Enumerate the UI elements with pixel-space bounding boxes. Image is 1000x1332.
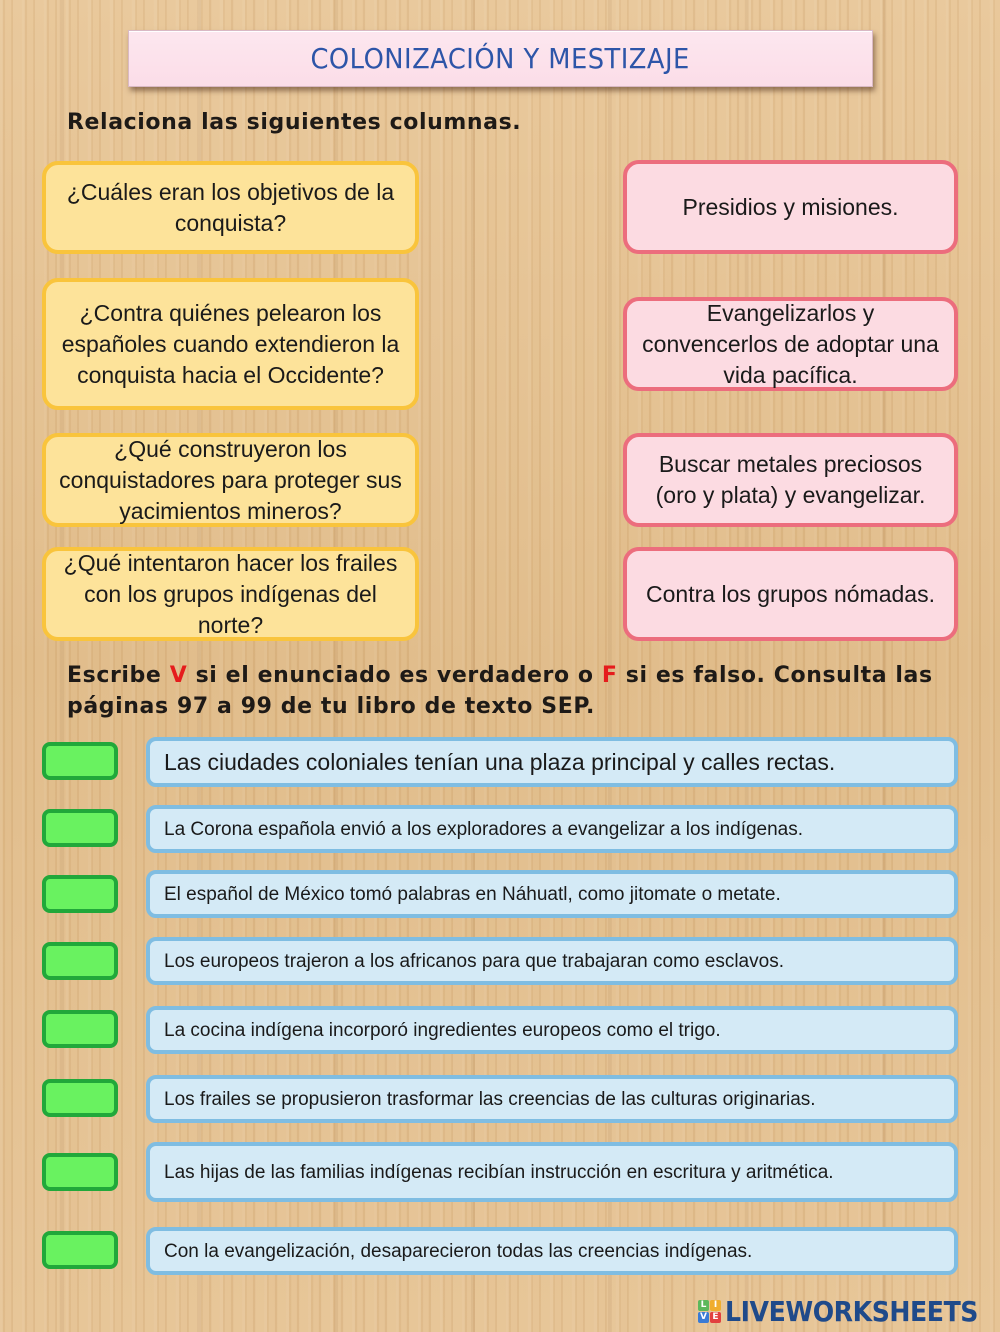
answer-input[interactable] (42, 1010, 118, 1048)
instruction-text: si es falso. Consulta las páginas 97 a 99 de tu libro de texto SEP. (67, 663, 933, 719)
logo-text: LIVEWORKSHEETS (725, 1294, 979, 1328)
question-box[interactable] (42, 547, 419, 641)
question-box[interactable] (42, 278, 419, 410)
statement-box (146, 1075, 958, 1123)
instruction-text: si el enunciado es verdadero o (187, 663, 602, 688)
statement-text: La Corona española envió a los exploradores a evangelizar a los indígenas. (164, 818, 804, 840)
logo-letter: E (710, 1312, 721, 1323)
true-false-instruction (67, 660, 937, 722)
matching-instruction: Relaciona las siguientes columnas. (67, 110, 522, 135)
question-text: ¿Qué intentaron hacer los frailes con los grupos indígenas del norte? (63, 549, 398, 638)
answer-input[interactable] (42, 809, 118, 847)
live-blocks-icon (698, 1300, 721, 1323)
statement-box (146, 870, 958, 918)
question-text: ¿Contra quiénes pelearon los españoles cuando extendieron la conquista hacia el Occidente? (61, 299, 400, 388)
statement-text: Las hijas de las familias indígenas recibían instrucción en escritura y aritmética. (164, 1161, 834, 1183)
logo-letter: V (698, 1312, 709, 1323)
instruction-text: Escribe (67, 663, 170, 688)
liveworksheets-logo (698, 1296, 1000, 1326)
statement-box (146, 737, 958, 787)
answer-box[interactable] (623, 433, 958, 527)
statement-box (146, 1227, 958, 1275)
answer-input[interactable] (42, 942, 118, 980)
answer-input[interactable] (42, 875, 118, 913)
true-letter: V (169, 663, 188, 688)
question-text: ¿Qué construyeron los conquistadores para proteger sus yacimientos mineros? (59, 435, 402, 524)
answer-box[interactable] (623, 547, 958, 641)
answer-box[interactable] (623, 297, 958, 391)
answer-input[interactable] (42, 1153, 118, 1191)
question-box[interactable] (42, 161, 419, 254)
answer-input[interactable] (42, 1231, 118, 1269)
statement-box (146, 1006, 958, 1054)
question-box[interactable] (42, 433, 419, 527)
statement-text: Los europeos trajeron a los africanos para que trabajaran como esclavos. (164, 950, 784, 972)
answer-box[interactable] (623, 160, 958, 254)
statement-box (146, 1142, 958, 1202)
statement-box (146, 937, 958, 985)
statement-text: El español de México tomó palabras en Náhuatl, como jitomate o metate. (164, 883, 781, 905)
answer-text: Buscar metales preciosos (oro y plata) y evangelizar. (655, 451, 926, 508)
statement-text: La cocina indígena incorporó ingredientes europeos como el trigo. (164, 1019, 721, 1041)
logo-letter: L (698, 1300, 709, 1311)
statement-text: Con la evangelización, desaparecieron todas las creencias indígenas. (164, 1240, 753, 1262)
logo-letter: I (710, 1300, 721, 1311)
answer-input[interactable] (42, 742, 118, 780)
statement-box (146, 805, 958, 853)
statement-text: Las ciudades coloniales tenían una plaza principal y calles rectas. (164, 748, 836, 775)
statement-text: Los frailes se propusieron trasformar las creencias de las culturas originarias. (164, 1088, 816, 1110)
answer-input[interactable] (42, 1079, 118, 1117)
answer-text: Contra los grupos nómadas. (646, 580, 935, 607)
answer-text: Presidios y misiones. (682, 193, 899, 220)
false-letter: F (601, 663, 618, 688)
question-text: ¿Cuáles eran los objetivos de la conquista? (66, 178, 395, 236)
page-title: COLONIZACIÓN Y MESTIZAJE (310, 42, 691, 75)
answer-text: Evangelizarlos y convencerlos de adoptar una vida pacífica. (642, 299, 939, 388)
title-banner (128, 30, 873, 87)
